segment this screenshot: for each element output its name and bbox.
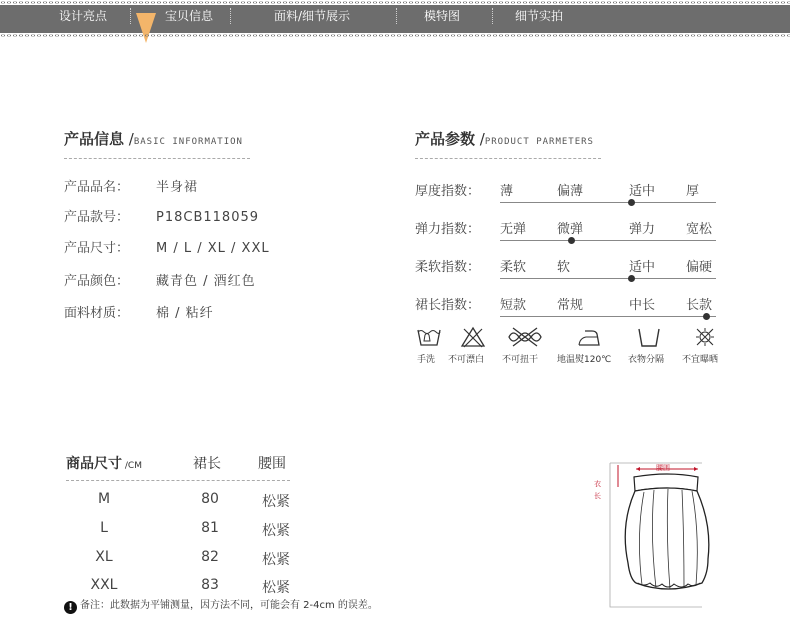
param-scale-marker (703, 313, 710, 320)
care-label-iron: 地温熨120℃ (557, 355, 612, 365)
param-option: 常规 (557, 298, 584, 313)
param-option: 厚 (686, 184, 700, 199)
size-table-cell-size: XXL (90, 577, 118, 593)
product-params-subtitle: PRODUCT PARMETERS (484, 137, 594, 147)
param-scale-marker (568, 237, 575, 244)
care-label-no-sun: 不宜曝晒 (682, 355, 719, 365)
size-table-cell-size: XL (95, 549, 113, 565)
nav-separator (130, 8, 131, 24)
skirt-measure-diagram (590, 455, 720, 615)
param-label: 弹力指数： (415, 222, 481, 237)
care-label-hand-wash: 手洗 (417, 355, 436, 365)
warning-icon: ! (64, 601, 77, 614)
separate-wash-icon (636, 326, 662, 348)
size-table-cell-waist: 松紧 (262, 552, 290, 568)
nav-separator (492, 8, 493, 24)
no-sun-icon (692, 326, 718, 348)
param-option: 弹力 (629, 222, 656, 237)
nav-item-detail[interactable]: 细节实拍 (514, 9, 563, 23)
param-option: 长款 (686, 298, 713, 313)
nav-active-arrow (136, 13, 156, 43)
param-scale-marker (628, 275, 635, 282)
size-table-title: 商品尺寸 /CM (66, 456, 142, 472)
skirt-illustration (590, 455, 720, 615)
nav-item-model[interactable]: 模特图 (423, 9, 460, 23)
care-label-no-bleach: 不可漂白 (448, 355, 485, 365)
divider (415, 158, 601, 159)
param-option: 适中 (629, 260, 656, 275)
param-option: 偏硬 (686, 260, 713, 275)
divider (66, 480, 290, 481)
size-table-cell-waist: 松紧 (262, 580, 290, 596)
size-table-header-length: 裙长 (193, 456, 221, 472)
param-option: 中长 (629, 298, 656, 313)
care-label-separate: 衣物分隔 (628, 355, 665, 365)
param-option: 适中 (629, 184, 656, 199)
param-scale-marker (628, 199, 635, 206)
measurement-note (64, 596, 378, 614)
size-table-cell-size: L (100, 520, 108, 536)
param-option: 无弹 (500, 222, 527, 237)
nav-separator (396, 8, 397, 24)
no-bleach-icon (460, 326, 486, 348)
param-label: 柔软指数： (415, 260, 481, 275)
param-label: 裙长指数： (415, 298, 481, 313)
param-option: 偏薄 (557, 184, 584, 199)
size-table-cell-length: 83 (201, 577, 219, 593)
param-option: 软 (557, 260, 571, 275)
size-table-cell-length: 81 (201, 520, 219, 536)
care-label-no-wring: 不可扭干 (502, 355, 539, 365)
param-option: 短款 (500, 298, 527, 313)
nav-separator (230, 8, 231, 24)
size-table-cell-size: M (97, 491, 111, 507)
size-table-cell-waist: 松紧 (262, 494, 290, 510)
length-label-bottom: 长 (594, 492, 601, 500)
param-option: 柔软 (500, 260, 527, 275)
param-option: 宽松 (686, 222, 713, 237)
param-label: 厚度指数： (415, 184, 481, 199)
info-row-size: 产品尺寸： M / L / XL / XXL (64, 241, 270, 256)
product-info-heading: 产品信息 /BASIC INFORMATION (64, 130, 243, 148)
size-table-header-waist: 腰围 (258, 456, 286, 472)
size-table-unit: CM (127, 461, 142, 471)
hand-wash-icon (416, 326, 442, 348)
size-table-cell-waist: 松紧 (262, 523, 290, 539)
no-wring-icon (505, 326, 545, 348)
param-scale-line (500, 278, 716, 279)
low-iron-icon (576, 326, 602, 348)
nav-item-info[interactable]: 宝贝信息 (164, 9, 213, 23)
waist-label: 腰围 (656, 464, 670, 472)
param-scale-line (500, 240, 716, 241)
product-info-subtitle: BASIC INFORMATION (133, 137, 243, 147)
param-option: 薄 (500, 184, 514, 199)
product-info-title: 产品信息 (64, 130, 125, 148)
size-table-cell-length: 80 (201, 491, 219, 507)
nav-bottom-border (0, 33, 790, 38)
divider (64, 158, 250, 159)
measurement-note-text: 备注：此数据为平铺测量，因方法不同，可能会有 2-4cm 的误差。 (80, 600, 378, 611)
length-label-top: 衣 (594, 480, 601, 488)
info-row-name: 产品品名： 半身裙 (64, 180, 199, 195)
size-table-cell-length: 82 (201, 549, 219, 565)
param-scale-line (500, 316, 716, 317)
info-row-material: 面料材质： 棉 / 粘纤 (64, 306, 214, 321)
nav-item-fabric[interactable]: 面料/细节展示 (273, 9, 351, 23)
info-row-color: 产品颜色： 藏青色 / 酒红色 (64, 274, 256, 289)
param-scale-line (500, 202, 716, 203)
info-row-style-no: 产品款号： P18CB118059 (64, 210, 260, 225)
nav-item-design[interactable]: 设计亮点 (58, 9, 107, 23)
product-params-heading: 产品参数 /PRODUCT PARMETERS (415, 130, 594, 148)
section-nav (0, 5, 790, 33)
param-option: 微弹 (557, 222, 584, 237)
product-params-title: 产品参数 (415, 130, 476, 148)
